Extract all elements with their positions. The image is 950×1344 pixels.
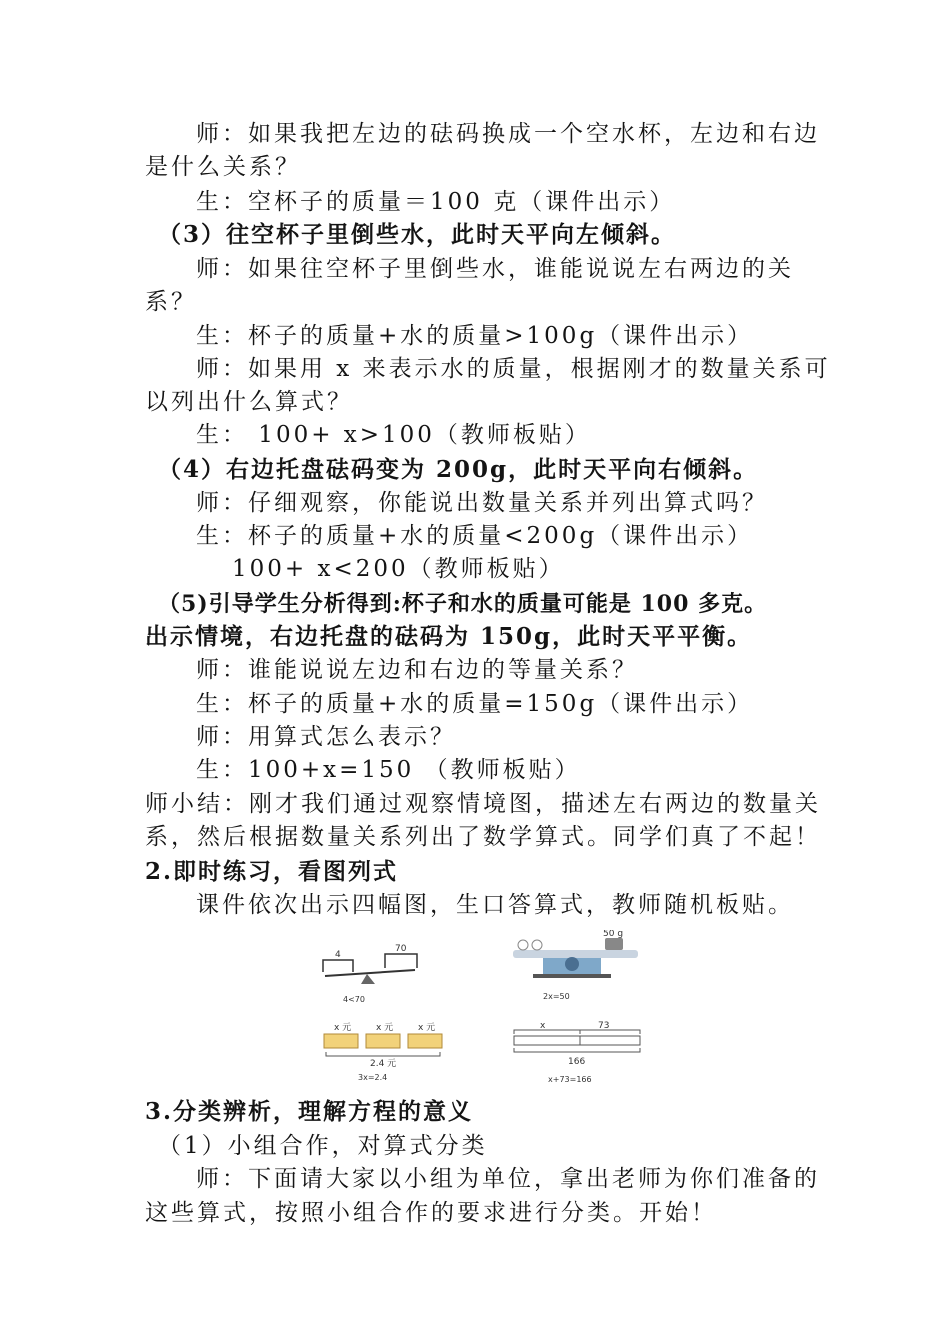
text-line: 系？ — [145, 289, 197, 315]
seesaw-figure — [315, 938, 425, 1008]
section-heading: 2.即时练习，看图列式 — [145, 858, 399, 885]
text-line: 师：用算式怎么表示？ — [196, 724, 456, 750]
section-heading: （5)引导学生分析得到:杯子和水的质量可能是 100 多克。 — [158, 591, 768, 617]
segment-total-label: 166 — [568, 1057, 586, 1067]
text-line: 课件依次出示四幅图，生口答算式，教师随机板贴。 — [196, 892, 794, 918]
scale-figure — [505, 930, 640, 1010]
segment-diagram-icon — [510, 1020, 645, 1070]
text-line: 生：杯子的质量+水的质量=150g（课件出示） — [196, 691, 754, 717]
section-heading: （3）往空杯子里倒些水，此时天平向左倾斜。 — [158, 221, 677, 248]
segment-part-label: 73 — [598, 1021, 610, 1031]
text-line: 生： 100+ x>100（教师板贴） — [196, 422, 591, 448]
text-line: 师：如果我把左边的砝码换成一个空水杯，左边和右边 — [196, 121, 820, 147]
book-price-tag: x 元 — [334, 1023, 352, 1033]
text-line: 生：空杯子的质量＝100 克（课件出示） — [196, 189, 676, 215]
figure-caption: 3x=2.4 — [358, 1073, 388, 1082]
text-line: 师小结：刚才我们通过观察情境图，描述左右两边的数量关 — [145, 791, 821, 817]
books-figure — [320, 1020, 450, 1095]
seesaw-icon — [315, 938, 425, 1000]
text-line: （1）小组合作，对算式分类 — [158, 1133, 488, 1159]
figure-caption: 4<70 — [343, 995, 365, 1004]
text-line: 师：仔细观察，你能说出数量关系并列出算式吗？ — [196, 490, 768, 516]
text-line: 师：如果往空杯子里倒些水，谁能说说左右两边的关 — [196, 256, 794, 282]
exercise-figures — [300, 920, 660, 1095]
segment-figure — [510, 1020, 645, 1095]
text-line: 师：如果用 x 来表示水的质量，根据刚才的数量关系可 — [196, 356, 831, 382]
text-line: 是什么关系？ — [145, 154, 301, 180]
text-line: 系，然后根据数量关系列出了数学算式。同学们真了不起！ — [145, 824, 821, 850]
figure-caption: x+73=166 — [548, 1075, 592, 1084]
seesaw-right-value: 70 — [395, 944, 407, 954]
text-line: 师：下面请大家以小组为单位，拿出老师为你们准备的 — [196, 1166, 820, 1192]
text-line: 以列出什么算式？ — [145, 389, 353, 415]
text-line: 生：杯子的质量+水的质量>100g（课件出示） — [196, 323, 754, 349]
scale-weight-value: 50 g — [603, 930, 624, 939]
section-heading: （4）右边托盘砝码变为 200g，此时天平向右倾斜。 — [158, 456, 759, 483]
books-icon — [320, 1020, 450, 1068]
text-line: 师：谁能说说左边和右边的等量关系？ — [196, 657, 638, 683]
seesaw-left-value: 4 — [335, 950, 341, 960]
segment-x-label: x — [540, 1021, 546, 1031]
text-line: 这些算式，按照小组合作的要求进行分类。开始！ — [145, 1200, 717, 1226]
text-line: 生：杯子的质量+水的质量<200g（课件出示） — [196, 523, 754, 549]
section-heading: 出示情境，右边托盘的砝码为 150g，此时天平平衡。 — [145, 623, 753, 650]
balance-scale-icon — [505, 930, 640, 992]
books-total-value: 2.4 元 — [370, 1059, 397, 1068]
section-heading: 3.分类辨析，理解方程的意义 — [145, 1098, 474, 1125]
book-price-tag: x 元 — [418, 1023, 436, 1033]
text-line: 生：100+x=150 （教师板贴） — [196, 757, 581, 783]
text-line: 100+ x<200（教师板贴） — [232, 556, 565, 582]
book-price-tag: x 元 — [376, 1023, 394, 1033]
figure-caption: 2x=50 — [543, 992, 570, 1001]
